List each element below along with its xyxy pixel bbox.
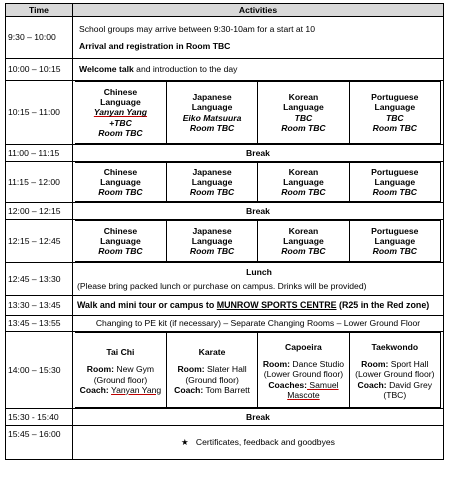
room-label: Room TBC xyxy=(372,246,418,257)
break-label: Break xyxy=(73,203,444,220)
activity-title: Karate xyxy=(198,347,226,358)
walk-location: (R25 in the Red zone) xyxy=(336,300,430,311)
coach-value: Yanyan Yang xyxy=(111,384,162,395)
language-sub: Language xyxy=(191,102,233,113)
coach-value: David Grey (TBC) xyxy=(383,379,433,400)
language-name: Japanese xyxy=(192,92,232,103)
welcome-rest: and introduction to the day xyxy=(133,64,238,75)
activity-title: Taekwondo xyxy=(371,342,419,353)
teacher-extra: +TBC xyxy=(109,117,132,128)
closing-text: Certificates, feedback and goodbyes xyxy=(195,437,335,448)
language-name: Japanese xyxy=(192,166,232,177)
language-name: Korean xyxy=(288,166,319,177)
activity-cell xyxy=(258,333,349,408)
header-time: Time xyxy=(6,4,73,17)
teacher-name: TBC xyxy=(294,112,313,123)
language-name: Korean xyxy=(288,225,319,236)
row-time: 13:45 – 13:55 xyxy=(6,316,73,332)
room-label: Room TBC xyxy=(189,246,235,257)
room-label: Room TBC xyxy=(98,246,143,257)
room-label: Room TBC xyxy=(189,187,235,198)
coach-label: Coach: xyxy=(174,384,204,395)
room-value: Sport Hall (Lower Ground floor) xyxy=(355,359,435,380)
activity-cell xyxy=(349,333,440,408)
language-sub: Language xyxy=(283,102,324,113)
schedule-row xyxy=(6,409,444,426)
break-label: Break xyxy=(73,145,444,162)
session-cell xyxy=(166,163,257,202)
row-time: 12:45 – 13:30 xyxy=(6,263,73,296)
room-label: Room: xyxy=(86,364,114,375)
walk-text: Walk and mini tour or campus to xyxy=(77,300,217,311)
row-time: 15:30 - 15:40 xyxy=(6,409,73,426)
session-cell xyxy=(258,221,349,262)
row-time: 15:45 – 16:00 xyxy=(6,426,73,460)
changing-note: Changing to PE kit (if necessary) – Separate Changing Rooms – Lower Ground Floor xyxy=(73,316,444,332)
activity-title: Tai Chi xyxy=(106,347,135,358)
row-time: 12:00 – 12:15 xyxy=(6,203,73,220)
room-value: Slater Hall (Ground floor) xyxy=(185,364,247,385)
coach-value: Tom Barrett xyxy=(203,384,250,395)
row-time: 9:30 – 10:00 xyxy=(6,17,73,59)
teacher-name: Yanyan Yang xyxy=(93,107,148,118)
language-name: Portuguese xyxy=(371,225,419,236)
schedule-row xyxy=(6,316,444,332)
teacher-name: Eiko Matsuura xyxy=(182,112,242,123)
session-cell xyxy=(75,82,166,144)
language-name: Korean xyxy=(288,92,319,103)
language-sub: Language xyxy=(100,235,141,246)
session-cell xyxy=(349,163,440,202)
schedule-row xyxy=(6,426,444,460)
session-cell xyxy=(258,163,349,202)
session-cell xyxy=(349,221,440,262)
language-sub: Language xyxy=(191,235,233,246)
language-name: Japanese xyxy=(192,225,232,236)
munrow-sports-centre-link[interactable]: MUNROW SPORTS CENTRE xyxy=(216,300,337,311)
schedule-row xyxy=(6,220,444,263)
session-cell xyxy=(349,82,440,144)
activity-cell xyxy=(75,333,166,408)
schedule-table xyxy=(5,3,444,460)
coach-label: Coach: xyxy=(357,379,387,390)
row-time: 10:00 – 10:15 xyxy=(6,59,73,81)
schedule-row xyxy=(6,17,444,59)
row-time: 11:15 – 12:00 xyxy=(6,162,73,203)
language-name: Portuguese xyxy=(371,166,419,177)
schedule-row xyxy=(6,145,444,162)
room-label: Room TBC xyxy=(372,122,418,133)
activity-cell xyxy=(166,333,257,408)
schedule-row xyxy=(6,59,444,81)
teacher-name: TBC xyxy=(385,112,404,123)
lunch-label: Lunch xyxy=(246,266,272,277)
lunch-note: (Please bring packed lunch or purchase on campus. Drinks will be provided) xyxy=(77,281,367,291)
coach-label: Coach: xyxy=(79,384,109,395)
room-label: Room TBC xyxy=(281,187,326,198)
language-sub: Language xyxy=(374,176,416,187)
language-sub: Language xyxy=(100,176,141,187)
room-label: Room TBC xyxy=(98,187,143,198)
room-label: Room TBC xyxy=(372,187,418,198)
schedule-row xyxy=(6,296,444,316)
schedule-row xyxy=(6,81,444,145)
language-sub: Language xyxy=(283,235,324,246)
room-label: Room: xyxy=(361,359,389,370)
star-icon: ★ xyxy=(181,437,189,448)
room-label: Room TBC xyxy=(281,122,326,133)
row-time: 14:00 – 15:30 xyxy=(6,332,73,409)
arrival-registration: Arrival and registration in Room TBC xyxy=(79,41,231,51)
coach-value: Samuel Mascote xyxy=(287,379,339,400)
room-label: Room TBC xyxy=(189,122,235,133)
language-sub: Language xyxy=(191,176,233,187)
room-label: Room: xyxy=(262,359,291,370)
language-name: Portuguese xyxy=(371,92,419,103)
language-name: Chinese xyxy=(103,166,138,177)
row-time: 12:15 – 12:45 xyxy=(6,220,73,263)
language-sub: Language xyxy=(283,176,324,187)
schedule-row xyxy=(6,332,444,409)
schedule-row xyxy=(6,263,444,296)
language-name: Chinese xyxy=(103,87,138,98)
header-activities: Activities xyxy=(73,4,444,17)
session-cell xyxy=(75,163,166,202)
language-sub: Language xyxy=(374,235,416,246)
room-value: Dance Studio (Lower Ground floor) xyxy=(263,359,345,380)
row-time: 10:15 – 11:00 xyxy=(6,81,73,145)
row-time: 11:00 – 11:15 xyxy=(6,145,73,162)
activity-title: Capoeira xyxy=(285,342,322,353)
session-cell xyxy=(258,82,349,144)
welcome-talk: Welcome talk xyxy=(79,64,134,75)
session-cell xyxy=(75,221,166,262)
language-sub: Language xyxy=(374,102,416,113)
room-label: Room TBC xyxy=(98,127,143,138)
language-sub: Language xyxy=(100,97,141,108)
schedule-row xyxy=(6,162,444,203)
room-value: New Gym (Ground floor) xyxy=(93,364,155,385)
break-label: Break xyxy=(73,409,444,426)
row-time: 13:30 – 13:45 xyxy=(6,296,73,316)
coach-label: Coaches: xyxy=(268,379,308,390)
room-label: Room TBC xyxy=(281,246,326,257)
session-cell xyxy=(166,221,257,262)
arrival-note: School groups may arrive between 9:30-10am for a start at 10 xyxy=(79,23,315,34)
schedule-row xyxy=(6,203,444,220)
session-cell xyxy=(166,82,257,144)
room-label: Room: xyxy=(177,364,205,375)
language-name: Chinese xyxy=(103,225,138,236)
